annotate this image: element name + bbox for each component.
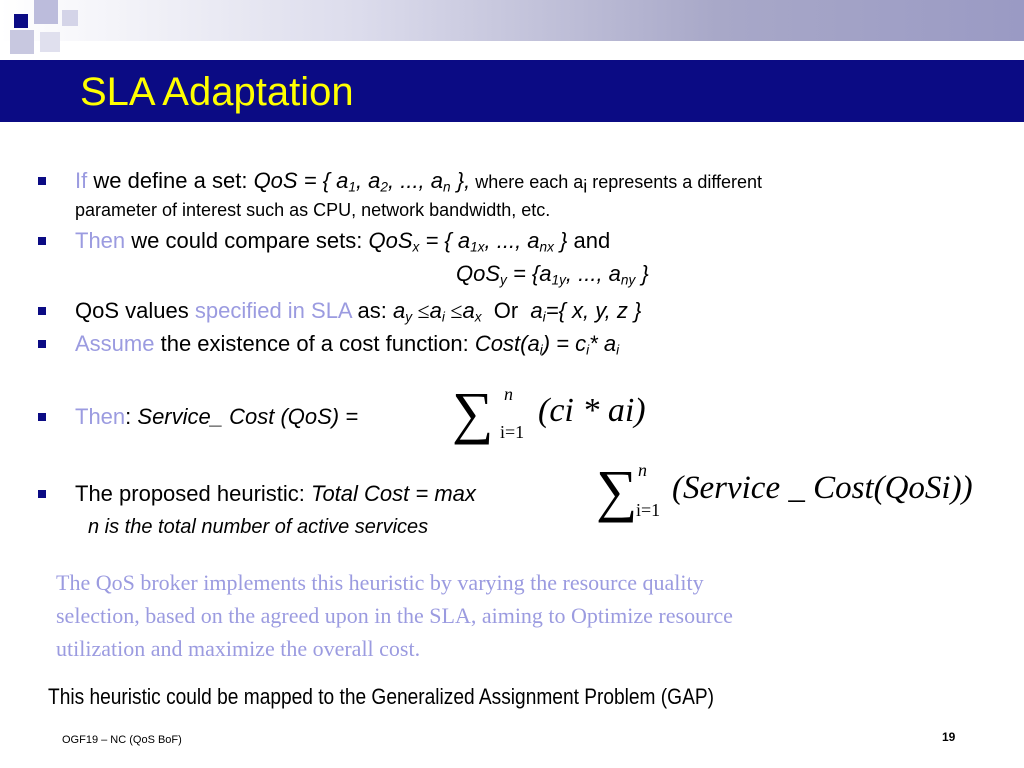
sum-formula-2 [596, 460, 1020, 524]
header-gradient-bar [0, 0, 1024, 41]
bullet-1-line-2: parameter of interest such as CPU, network bandwidth, etc. [75, 200, 551, 220]
subscript: i [583, 176, 588, 197]
text: }, [450, 168, 471, 193]
subscript: y [500, 272, 507, 288]
subscript: x [412, 239, 420, 255]
broker-paragraph [56, 566, 956, 665]
total-cost-expression: Total Cost = max [311, 481, 476, 506]
text: = { a [419, 228, 471, 253]
sum-lower-limit: i=1 [636, 500, 661, 520]
text: , a [355, 168, 381, 193]
text: } [635, 261, 649, 286]
text: = {a [506, 261, 552, 286]
keyword-then: Then [75, 404, 126, 429]
gap-statement: This heuristic could be mapped to the Generalized Assignment Problem (GAP) [48, 684, 714, 709]
text: a [530, 298, 543, 323]
text: Cost(a [474, 331, 540, 356]
text: } [553, 228, 568, 253]
sum-expression: (ci * ai) [538, 392, 646, 429]
sum-formula-1 [452, 380, 692, 445]
keyword-then: Then [75, 228, 126, 253]
keyword-assume: Assume [75, 331, 155, 356]
bullet-6 [75, 481, 476, 507]
text: * a [589, 331, 617, 356]
sum-upper-limit: n [504, 384, 513, 404]
service-cost-expression: Service_ Cost (QoS) = [137, 404, 359, 429]
bullet-6-note: n is the total number of active services [88, 516, 429, 538]
sum-lower-limit: i=1 [500, 422, 525, 442]
qos-set-name: QoS [253, 168, 298, 193]
decor-square [14, 14, 28, 28]
le-symbol: ≤ [412, 298, 430, 323]
le-symbol: ≤ [444, 298, 463, 323]
subscript: i [441, 309, 445, 325]
bullet-marker [38, 490, 46, 498]
text: a [462, 298, 475, 323]
text: : [125, 404, 138, 429]
text: where each a [470, 172, 584, 192]
text: a [392, 298, 406, 323]
subscript: y [405, 309, 413, 325]
decor-square [34, 0, 58, 24]
sigma-symbol: ∑ [596, 458, 638, 523]
text: Or [481, 298, 531, 323]
text: the existence of a cost function: [154, 331, 475, 356]
subscript: i [539, 342, 543, 358]
subscript: i [616, 342, 620, 358]
subscript: nx [539, 239, 554, 255]
text: QoS values [75, 298, 195, 323]
text: , ..., a [388, 168, 444, 193]
text: = { a [297, 168, 349, 193]
text: The proposed heuristic: [75, 481, 312, 506]
subscript: 1x [470, 239, 485, 255]
text: ={ x, y, z } [545, 298, 642, 323]
slide-title: SLA Adaptation [80, 70, 354, 114]
text: QoS [368, 228, 413, 253]
text: , ..., a [484, 228, 540, 253]
decor-square [40, 32, 60, 52]
bullet-marker [38, 237, 46, 245]
bullet-marker [38, 413, 46, 421]
subscript: i [586, 342, 590, 358]
keyword-if: If [75, 168, 88, 193]
bullet-3 [75, 298, 641, 324]
page-number: 19 [942, 730, 956, 744]
subscript: 1y [551, 272, 566, 288]
subscript: 1 [348, 179, 356, 195]
bullet-2-line-1 [75, 228, 610, 254]
bullet-5 [75, 404, 358, 430]
highlight-specified-in-sla: specified in SLA [194, 298, 352, 323]
subscript: ny [620, 272, 636, 288]
bullet-1-line-1 [75, 168, 762, 195]
subscript: n [443, 179, 451, 195]
decor-square [62, 10, 78, 26]
text: we could compare sets: [125, 228, 369, 253]
text: we define a set: [87, 168, 254, 193]
paragraph-line: The QoS broker implements this heuristic by varying the resource quality [56, 570, 704, 595]
bullet-marker [38, 177, 46, 185]
sum-expression: (Service _ Cost(QoSi)) [672, 470, 973, 506]
decor-square [10, 30, 34, 54]
text: ) = c [542, 331, 587, 356]
text: QoS [456, 261, 501, 286]
text: and [567, 228, 611, 253]
bullet-marker [38, 340, 46, 348]
footer-text: OGF19 – NC (QoS BoF) [62, 734, 182, 746]
bullet-2-line-2 [456, 261, 649, 287]
subscript: x [474, 309, 482, 325]
text: , ..., a [565, 261, 621, 286]
subscript: i [542, 309, 546, 325]
paragraph-line: selection, based on the agreed upon in the SLA, aiming to Optimize resource [56, 603, 733, 628]
sigma-symbol: ∑ [452, 380, 494, 445]
bullet-marker [38, 307, 46, 315]
paragraph-line: utilization and maximize the overall cost. [56, 636, 421, 661]
text: as: [351, 298, 393, 323]
bullet-4 [75, 331, 619, 357]
sum-upper-limit: n [638, 460, 647, 480]
text: represents a different [587, 172, 763, 192]
text: a [429, 298, 442, 323]
subscript: 2 [380, 179, 388, 195]
